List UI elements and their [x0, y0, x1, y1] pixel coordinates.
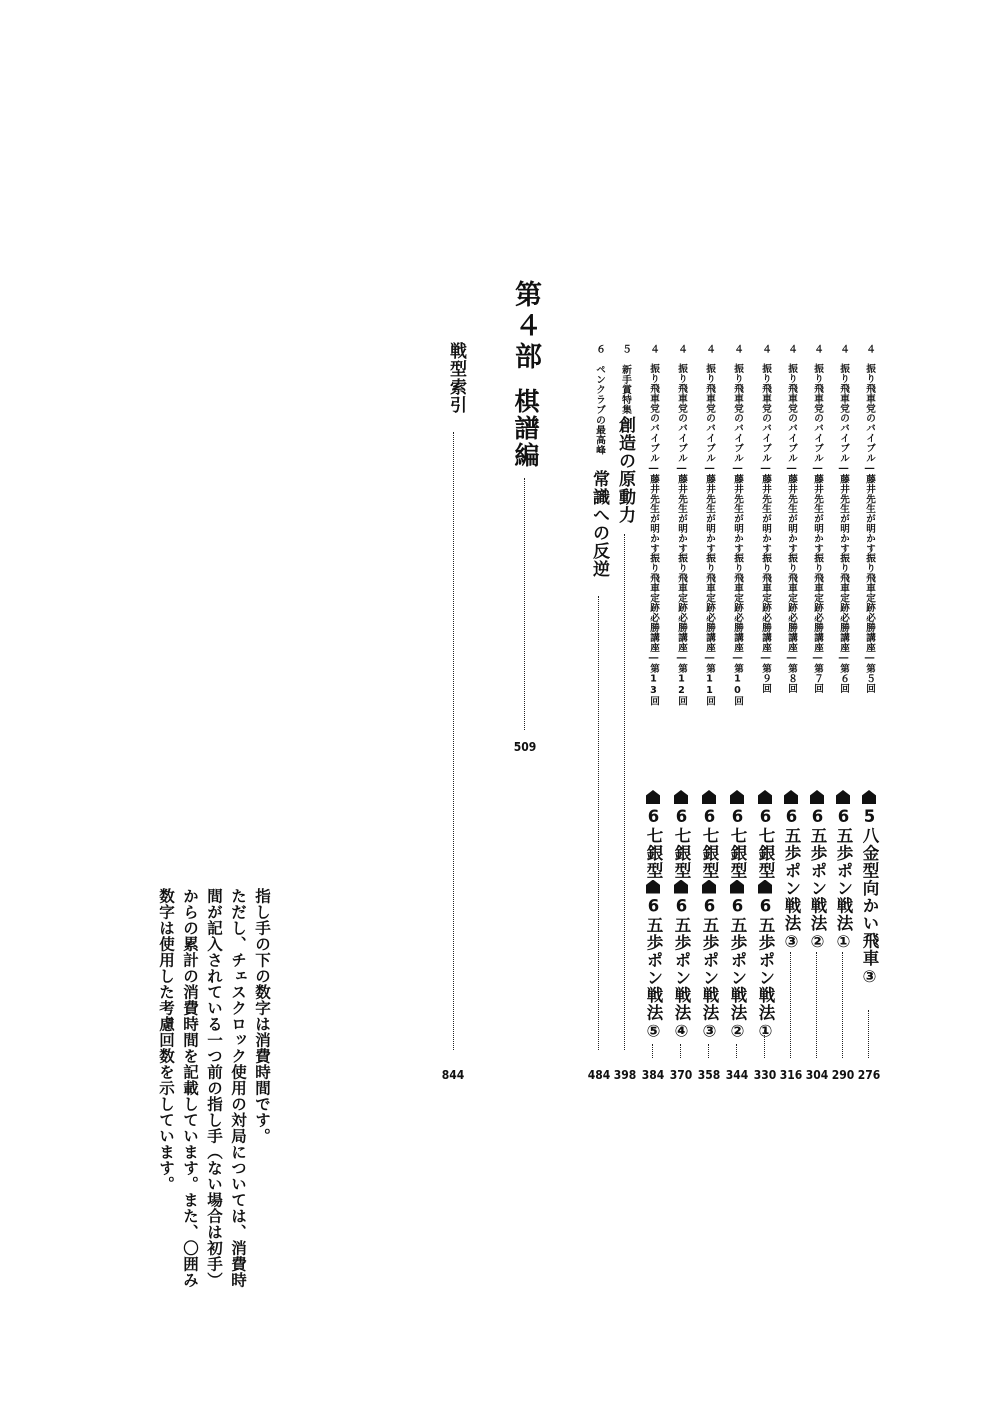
toc-entry-6[interactable] — [832, 0, 854, 1100]
bullet-icon — [702, 880, 716, 894]
part-page-number: 509 — [513, 740, 537, 754]
toc-title-main: 6五歩ポン戦法① — [834, 807, 853, 952]
index-title: 戦型索引 — [446, 342, 466, 414]
toc-title — [698, 790, 720, 1042]
toc-page: 370 — [669, 1068, 693, 1082]
toc-leader-dots — [790, 952, 791, 1058]
toc-title-sub: 6五歩ポン戦法② — [728, 896, 747, 1042]
toc-title-sub: 6五歩ポン戦法① — [756, 896, 775, 1042]
toc-entry-11[interactable] — [698, 0, 720, 1100]
toc-title — [726, 790, 748, 1042]
toc-leader-dots — [868, 1010, 869, 1058]
note-line-1: 指し手の下の数字は消費時間です。 — [253, 888, 271, 1144]
toc-leader-dots — [736, 1044, 737, 1058]
toc-title-main: 6七銀型 — [644, 807, 663, 880]
bullet-icon — [758, 880, 772, 894]
toc-leader-dots — [708, 1044, 709, 1058]
toc-page: 330 — [753, 1068, 777, 1082]
toc-leader-dots — [624, 534, 625, 1050]
toc-title-sub: 6五歩ポン戦法⑤ — [644, 896, 663, 1042]
toc-leader-dots — [598, 596, 599, 1050]
toc-series: ４ 振り飛車党のバイブル―藤井先生が明かす振り飛車定跡必勝講座―第12回 — [676, 344, 687, 706]
toc-page: 384 — [641, 1068, 665, 1082]
toc-leader-dots — [652, 1044, 653, 1058]
toc-title: 創造の原動力 — [615, 416, 635, 524]
bullet-icon — [674, 880, 688, 894]
toc-series: ６ ペンクラブの最高峰 — [594, 344, 605, 456]
toc-series: ４ 振り飛車党のバイブル―藤井先生が明かす振り飛車定跡必勝講座―第11回 — [704, 344, 715, 706]
toc-title — [806, 790, 828, 952]
toc-series: ４ 振り飛車党のバイブル―藤井先生が明かす振り飛車定跡必勝講座―第９回 — [760, 344, 771, 694]
part-subtitle: 棋譜編 — [511, 388, 540, 469]
toc-leader-dots — [764, 1030, 765, 1058]
toc-page: 344 — [725, 1068, 749, 1082]
toc-title — [670, 790, 692, 1042]
index-page-number: 844 — [441, 1068, 465, 1082]
toc-leader-dots — [680, 1044, 681, 1058]
toc-series: ４ 振り飛車党のバイブル―藤井先生が明かす振り飛車定跡必勝講座―第13回 — [648, 344, 659, 706]
toc-title-main: 6七銀型 — [756, 807, 775, 880]
toc-entry-sec6[interactable] — [588, 0, 610, 1100]
toc-entry-8[interactable] — [780, 0, 802, 1100]
toc-entry-sec5[interactable] — [614, 0, 636, 1100]
toc-title-main: 6五歩ポン戦法② — [808, 807, 827, 952]
toc-leader-dots — [842, 952, 843, 1058]
bullet-icon — [810, 790, 824, 804]
bullet-icon — [758, 790, 772, 804]
toc-title: 常識への反逆 — [589, 470, 609, 578]
bullet-icon — [784, 790, 798, 804]
toc-series: ４ 振り飛車党のバイブル―藤井先生が明かす振り飛車定跡必勝講座―第５回 — [864, 344, 875, 694]
toc-title — [754, 790, 776, 1042]
part-leader-dots — [524, 478, 525, 730]
toc-page: 358 — [697, 1068, 721, 1082]
bullet-icon — [674, 790, 688, 804]
toc-page: 290 — [831, 1068, 855, 1082]
toc-title-sub: 6五歩ポン戦法④ — [672, 896, 691, 1042]
bullet-icon — [836, 790, 850, 804]
toc-title — [858, 790, 880, 987]
toc-title-main: 6五歩ポン戦法③ — [782, 807, 801, 952]
toc-series: ４ 振り飛車党のバイブル―藤井先生が明かす振り飛車定跡必勝講座―第６回 — [838, 344, 849, 694]
bullet-icon — [702, 790, 716, 804]
toc-title — [642, 790, 664, 1042]
toc-entry-13[interactable] — [642, 0, 664, 1100]
bullet-icon — [730, 790, 744, 804]
toc-series: ４ 振り飛車党のバイブル―藤井先生が明かす振り飛車定跡必勝講座―第８回 — [786, 344, 797, 694]
part-heading: 第４部 — [510, 280, 541, 373]
toc-leader-dots — [816, 952, 817, 1058]
bullet-icon — [646, 880, 660, 894]
toc-entry-10[interactable] — [726, 0, 748, 1100]
toc-page: 276 — [857, 1068, 881, 1082]
toc-series: ４ 振り飛車党のバイブル―藤井先生が明かす振り飛車定跡必勝講座―第10回 — [732, 344, 743, 706]
note-line-5: 数字は使用した考慮回数を示しています。 — [157, 888, 175, 1192]
toc-title-main: 5八金型向かい飛車③ — [860, 807, 879, 987]
toc-title — [832, 790, 854, 952]
toc-title-main: 6七銀型 — [700, 807, 719, 880]
toc-title — [780, 790, 802, 952]
toc-page: 316 — [779, 1068, 803, 1082]
toc-series: ４ 振り飛車党のバイブル―藤井先生が明かす振り飛車定跡必勝講座―第７回 — [812, 344, 823, 694]
bullet-icon — [730, 880, 744, 894]
note-line-4: からの累計の消費時間を記載しています。また、〇囲み — [181, 888, 199, 1288]
note-line-2: ただし、チェスクロック使用の対局については、消費時 — [229, 888, 247, 1288]
toc-entry-5[interactable] — [858, 0, 880, 1100]
toc-entry-7[interactable] — [806, 0, 828, 1100]
toc-title-main: 6七銀型 — [728, 807, 747, 880]
toc-title-main: 6七銀型 — [672, 807, 691, 880]
toc-entry-9[interactable] — [754, 0, 776, 1100]
bullet-icon — [646, 790, 660, 804]
toc-entry-12[interactable] — [670, 0, 692, 1100]
note-line-3: 間が記入されている一つ前の指し手（ない場合は初手） — [205, 888, 223, 1288]
bullet-icon — [862, 790, 876, 804]
toc-page: 304 — [805, 1068, 829, 1082]
index-leader-dots — [453, 432, 454, 1050]
toc-page: 484 — [587, 1068, 611, 1082]
toc-page: 398 — [613, 1068, 637, 1082]
toc-title-sub: 6五歩ポン戦法③ — [700, 896, 719, 1042]
toc-series: ５ 新手賞特集 — [620, 344, 631, 415]
